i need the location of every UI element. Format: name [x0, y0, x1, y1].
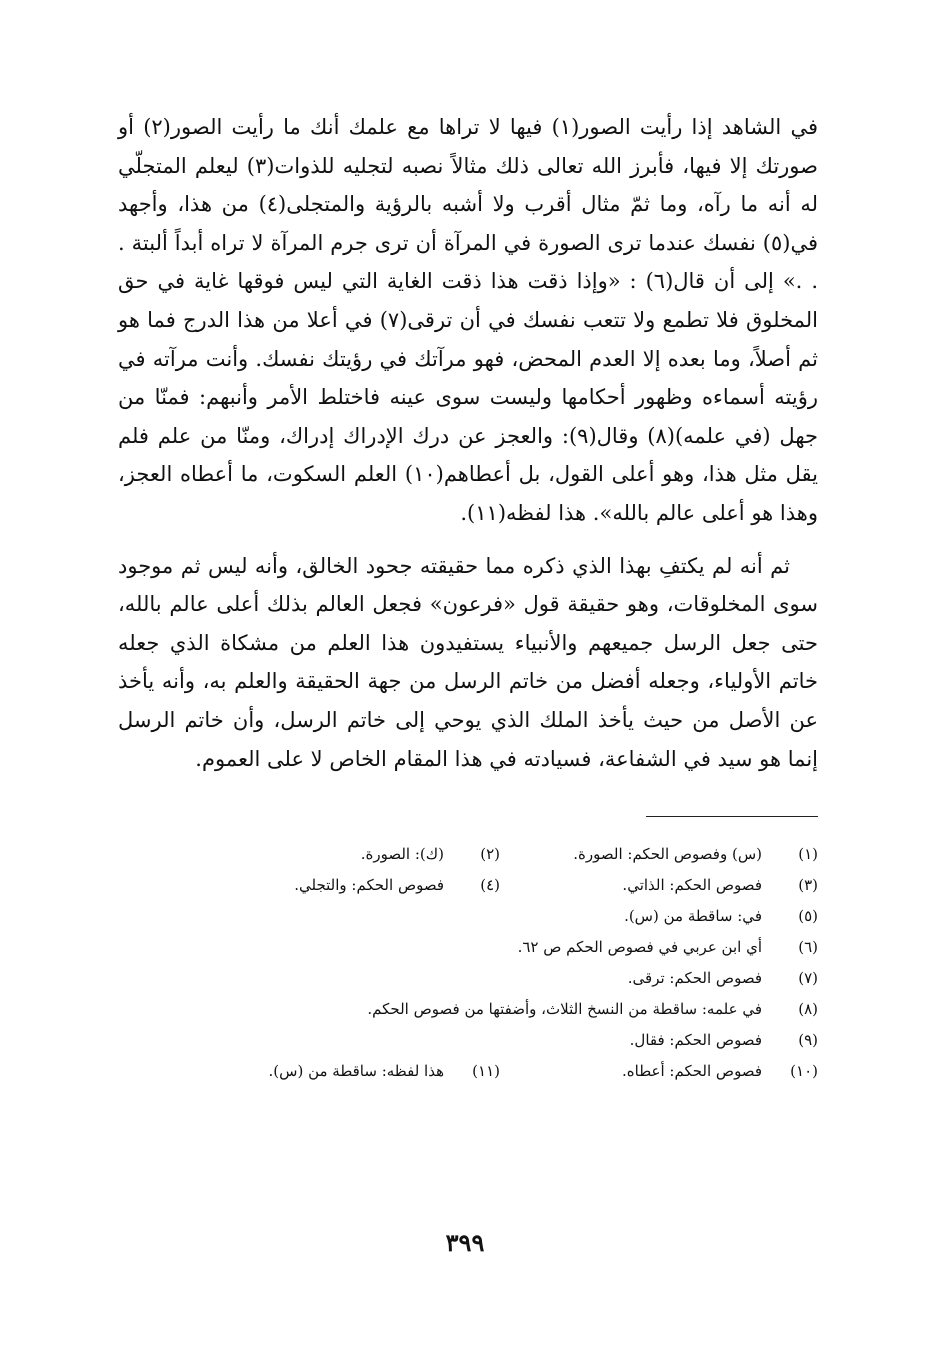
footnote-text: فصوص الحكم: فقال.: [629, 1031, 762, 1050]
footnote-text: في علمه: ساقطة من النسخ الثلاث، وأضفتها من فصوص الحكم.: [367, 1000, 762, 1019]
footnote-7: [628, 963, 818, 994]
footnote-row: [118, 1056, 818, 1087]
footnote-8: [367, 994, 818, 1025]
footnote-3: [500, 870, 818, 901]
footnote-number: (٤): [480, 876, 500, 895]
footnote-row: [118, 901, 818, 932]
paragraph-1: في الشاهد إذا رأيت الصور(١) فيها لا تراها مع علمك أنك ما رأيت الصور(٢) أو صورتك إلا فيها، فأبرز الله تعالى ذلك مثالاً نصبه لتجليه للذوات(٣) ليعلم المتجلّي له أنه ما رآه، وما ثمّ مثال أقرب ولا أشبه بالرؤية والمتجلى(٤) من هذا، وأجهد في(٥) نفسك عندما ترى الصورة في المرآة أن ترى جرم المرآة لا تراه أبداً ألبتة . . .» إلى أن قال(٦) : «وإذا ذقت هذا ذقت الغاية التي ليس فوقها غاية في حق المخلوق فلا تطمع ولا تتعب نفسك في أن ترقى(٧) في أعلا من هذا الدرج فما هو ثم أصلاً، وما بعده إلا العدم المحض، فهو مرآتك في رؤيتك نفسك. وأنت مرآته في رؤيته أسماءه وظهور أحكامها وليست سوى عينه فاختلط الأمر وأنبهم: فمنّا من جهل (في علمه)(٨) وقال(٩): والعجز عن درك الإدراك إدراك، ومنّا من علم فلم يقل مثل هذا، وهو أعلى القول، بل أعطاهم(١٠) العلم السكوت، ما أعطاه العجز، وهذا هو أعلى عالم بالله». هذا لفظه(١١).: [118, 115, 819, 525]
footnotes: [118, 839, 818, 1087]
footnote-text: (ك): الصورة.: [360, 845, 444, 864]
footnote-text: (س) وفصوص الحكم: الصورة.: [573, 845, 762, 864]
footnote-text: فصوص الحكم: الذاتي.: [622, 876, 762, 895]
footnote-row: [118, 870, 818, 901]
footnote-number: (١١): [472, 1062, 500, 1081]
footnote-text: هذا لفظه: ساقطة من (س).: [268, 1062, 444, 1081]
footnote-text: في: ساقطة من (س).: [624, 907, 762, 926]
footnote-10: [500, 1056, 818, 1087]
footnote-divider: [646, 816, 818, 817]
footnote-number: (٥): [798, 907, 818, 926]
footnote-1: [500, 839, 818, 870]
footnote-row: [118, 839, 818, 870]
footnote-5: [624, 901, 818, 932]
page-number: ٣٩٩: [445, 1228, 485, 1257]
footnote-text: فصوص الحكم: أعطاه.: [622, 1062, 762, 1081]
footnote-number: (٣): [798, 876, 818, 895]
footnote-text: أي ابن عربي في فصوص الحكم ص ٦٢.: [517, 938, 762, 957]
footnote-number: (٩): [798, 1031, 818, 1050]
paragraph-2: ثم أنه لم يكتفِ بهذا الذي ذكره مما حقيقته جحود الخالق، وأنه ليس ثم موجود سوى المخلوقات، وهو حقيقة قول «فرعون» فجعل العالم بذلك أعلى عالم بالله، حتى جعل الرسل جميعهم والأنبياء يستفيدون هذا العلم من مشكاة الذي جعله خاتم الأولياء، وجعله أفضل من خاتم الرسل من جهة الحقيقة والعلم به، وأنه يأخذ عن الأصل من حيث يأخذ الملك الذي يوحي إلى خاتم الرسل، وأن خاتم الرسل إنما هو سيد في الشفاعة، فسيادته في هذا المقام الخاص لا على العموم.: [118, 553, 818, 771]
footnote-row: [118, 963, 818, 994]
footnote-2: [361, 839, 500, 870]
footnote-row: [118, 994, 818, 1025]
footnote-number: (٦): [798, 938, 818, 957]
footnote-number: (١٠): [790, 1062, 818, 1081]
footnote-number: (٨): [798, 1000, 818, 1019]
footnote-row: [118, 1025, 818, 1056]
footnote-number: (١): [798, 845, 818, 864]
footnote-text: فصوص الحكم: ترقى.: [627, 969, 762, 988]
footnote-11: [269, 1056, 500, 1087]
main-text: [118, 108, 818, 778]
footnote-number: (٧): [798, 969, 818, 988]
footnote-6: [518, 932, 818, 963]
footnote-9: [630, 1025, 818, 1056]
footnote-row: [118, 932, 818, 963]
footnote-4: [294, 870, 500, 901]
footnote-number: (٢): [480, 845, 500, 864]
footnote-text: فصوص الحكم: والتجلي.: [294, 876, 444, 895]
